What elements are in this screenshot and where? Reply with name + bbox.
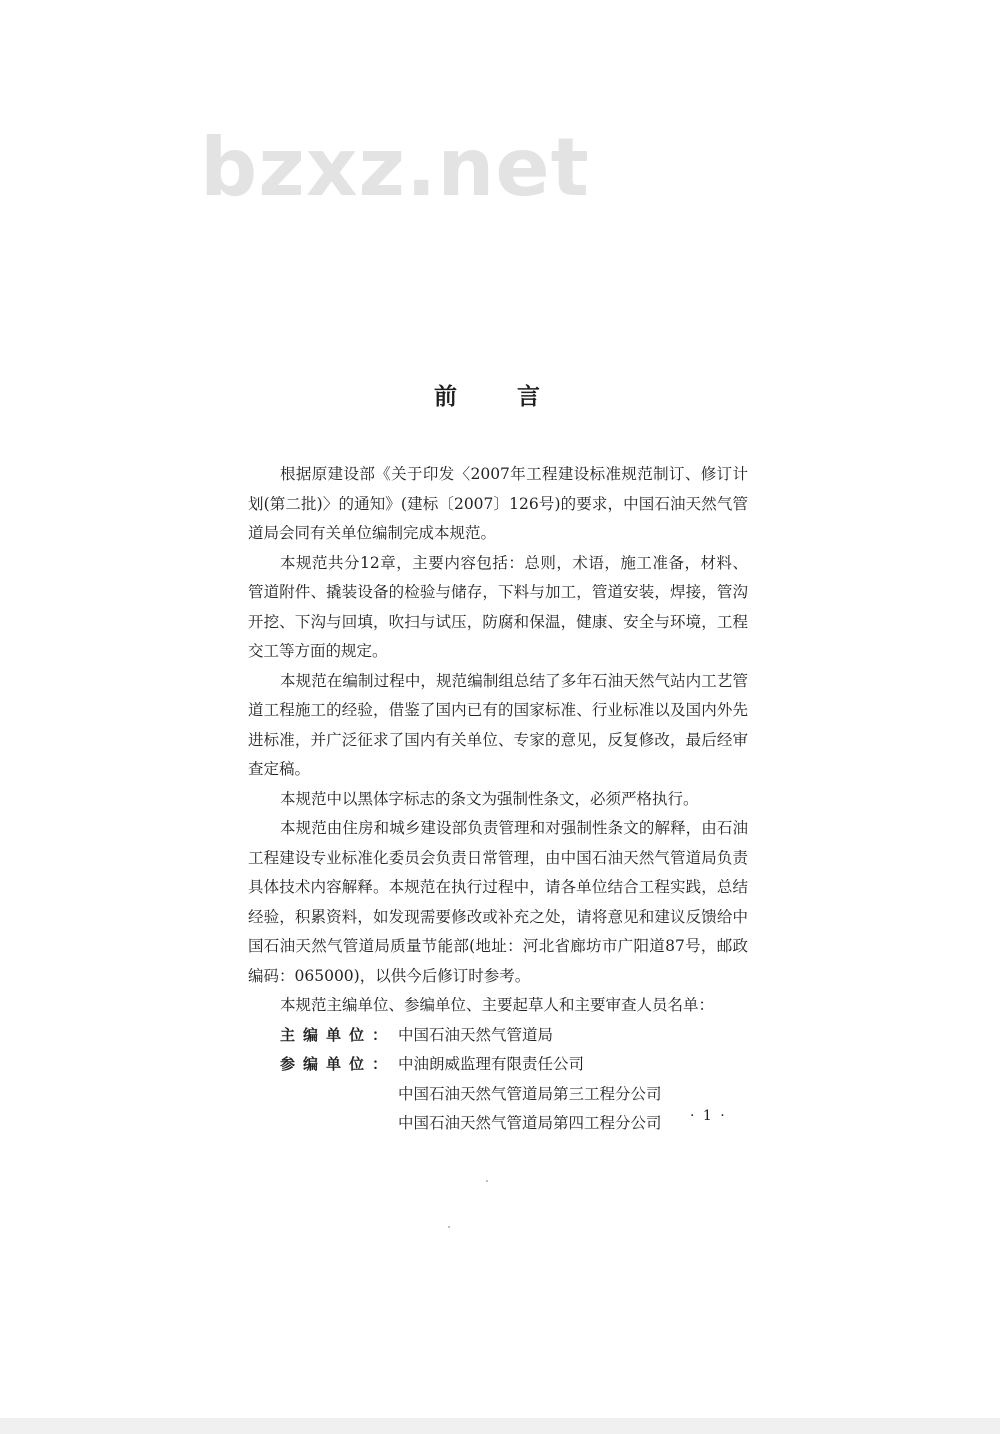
participating-unit-names: [398, 1050, 748, 1139]
scan-speck: [448, 1226, 450, 1228]
viewer-bottom-bar: [0, 1418, 1000, 1434]
paragraph: 本规范在编制过程中，规范编制组总结了多年石油天然气站内工艺管道工程施工的经验，借鉴了国内已有的国家标准、行业标准以及国内外先进标准，并广泛征求了国内有关单位、专家的意见，反复修改，最后经审查定稿。: [248, 671, 748, 778]
chief-unit-row: [248, 1021, 748, 1051]
paragraph: 本规范中以黑体字标志的条文为强制性条文，必须严格执行。: [280, 789, 699, 808]
units-list-intro: 本规范主编单位、参编单位、主要起草人和主要审查人员名单：: [280, 996, 715, 1014]
participating-unit-name: 中国石油天然气管道局第四工程分公司: [398, 1114, 662, 1132]
watermark-text: bzxz.net: [200, 121, 590, 214]
participating-unit-name: 中国石油天然气管道局第三工程分公司: [398, 1084, 662, 1103]
paragraph: 本规范由住房和城乡建设部负责管理和对强制性条文的解释，由石油工程建设专业标准化委员会负责日常管理，由中国石油天然气管道局负责具体技术内容解释。本规范在执行过程中，请各单位结合工程实践，总结经验，积累资料，如发现需要修改或补充之处，请将意见和建议反馈给中国石油天然气管道局质量节能部(地址：河北省廊坊市广阳道87号，邮政编码：065000)，以供今后修订时参考。: [248, 819, 748, 985]
scan-speck: [486, 1180, 488, 1182]
page-title: 前 言: [433, 384, 566, 410]
participating-units-label: 参编单位：: [280, 1055, 396, 1073]
chief-unit-name: 中国石油天然气管道局: [398, 1025, 554, 1044]
chief-unit-names: [398, 1021, 748, 1051]
paragraph: 本规范共分12章，主要内容包括：总则，术语，施工准备，材料、管道附件、撬装设备的检验与储存，下料与加工，管道安装，焊接，管沟开挖、下沟与回填，吹扫与试压，防腐和保温，健康、安全与环境，工程交工等方面的规定。: [248, 553, 748, 660]
document-body: [248, 460, 748, 1139]
paragraph: 根据原建设部《关于印发〈2007年工程建设标准规范制订、修订计划(第二批)〉的通知》(建标〔2007〕126号)的要求，中国石油天然气管道局会同有关单位编制完成本规范。: [248, 465, 748, 542]
chief-unit-label: 主编单位：: [280, 1025, 396, 1044]
participating-unit-name: 中油朗威监理有限责任公司: [398, 1055, 585, 1073]
participating-units-row: [248, 1050, 748, 1139]
page-number: · 1 ·: [690, 1108, 727, 1124]
